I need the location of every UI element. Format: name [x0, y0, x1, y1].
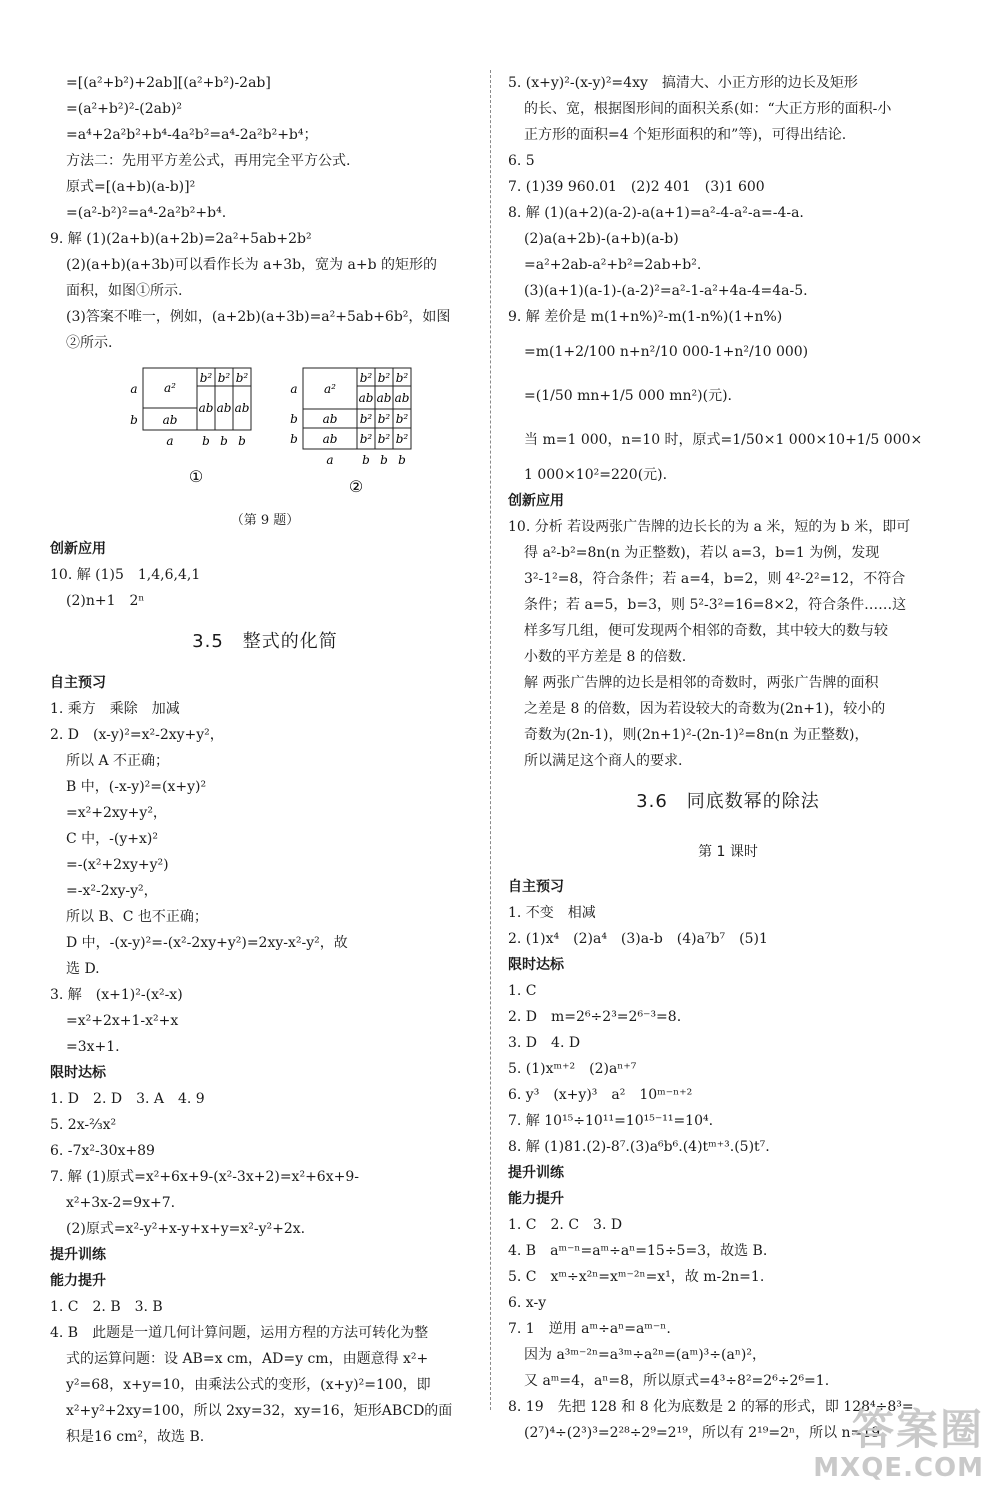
- label-ab: ab: [234, 401, 250, 415]
- text-line: 8. 19 先把 128 和 8 化为底数是 2 的幂的形式，即 128⁴÷8³=: [508, 1399, 914, 1415]
- label-ab: ab: [376, 391, 392, 405]
- text-line: =[(a²+b²)+2ab][(a²+b²)-2ab]: [66, 75, 271, 91]
- text-line: (2⁷)⁴÷(2³)³=2²⁸÷2⁹=2¹⁹，所以有 2¹⁹=2ⁿ，所以 n=19.: [524, 1425, 885, 1441]
- text-line: 1. C 2. B 3. B: [50, 1299, 163, 1315]
- subheading: 提升训练: [508, 1165, 564, 1181]
- subheading: 自主预习: [508, 879, 564, 895]
- answer-10-line: 10. 解 (1)5 1,4,6,4,1: [50, 567, 201, 583]
- rectangle-diagrams: [50, 356, 480, 506]
- side-label-b: b: [290, 432, 298, 446]
- bottom-label-b: b: [362, 453, 370, 467]
- side-label-b: b: [130, 413, 138, 427]
- label-b2: b²: [359, 412, 373, 426]
- text-line: 积是16 cm²，故选 B.: [66, 1429, 205, 1445]
- watermark: [813, 1407, 984, 1483]
- figure-9: [50, 356, 480, 506]
- text-line: (2)a(a+2b)-(a+b)(a-b): [524, 231, 679, 247]
- label-b2: b²: [217, 371, 231, 385]
- text-line: =x²+2x+1-x²+x: [66, 1013, 179, 1029]
- text-line: 之差是 8 的倍数，因为若设较大的奇数为(2n+1)，较小的: [524, 701, 886, 717]
- side-label-a: a: [290, 382, 298, 396]
- text-line: 6. y³ (x+y)³ a² 10ᵐ⁻ⁿ⁺²: [508, 1087, 693, 1103]
- text-line: =3x+1.: [66, 1039, 120, 1055]
- label-b2: b²: [395, 412, 409, 426]
- text-line: 得 a²-b²=8n(n 为正整数)，若以 a=3，b=1 为例，发现: [524, 545, 880, 561]
- formula-line: =m(1+2/100 n+n²/10 000-1+n²/10 000): [524, 344, 809, 360]
- figure-number-2: ②: [348, 477, 364, 496]
- text-line: (2)原式=x²-y²+x-y+x+y=x²-y²+2x.: [66, 1221, 306, 1237]
- text-line: 7. (1)39 960.01 (2)2 401 (3)1 600: [508, 179, 765, 195]
- text-line: 7. 解 10¹⁵÷10¹¹=10¹⁵⁻¹¹=10⁴.: [508, 1113, 714, 1129]
- bottom-label-b: b: [380, 453, 388, 467]
- text-line: (3)答案不唯一，例如，(a+2b)(a+3b)=a²+5ab+6b²，如图: [66, 309, 451, 325]
- text-line: 4. B 此题是一道几何计算问题，运用方程的方法可转化为整: [50, 1325, 429, 1341]
- formula-line: 当 m=1 000，n=10 时，原式=1/50×1 000×10+1/5 000×: [524, 432, 923, 448]
- label-ab: ab: [322, 432, 338, 446]
- text-line: D 中，-(x-y)²=-(x²-2xy+y²)=2xy-x²-y²，故: [66, 935, 348, 951]
- lesson-title: 第 1 课时: [698, 844, 758, 860]
- text-line: =a²+2ab-a²+b²=2ab+b².: [524, 257, 702, 273]
- watermark-brand: 答案圈: [851, 1405, 984, 1454]
- subheading: 能力提升: [508, 1191, 564, 1207]
- subheading: 提升训练: [50, 1247, 106, 1263]
- text-line: 1. C 2. C 3. D: [508, 1217, 623, 1233]
- watermark-site: MXQE.COM: [813, 1453, 984, 1483]
- label-ab: ab: [198, 401, 214, 415]
- text-line: =(a²-b²)²=a⁴-2a²b²+b⁴.: [66, 205, 227, 221]
- text-line: 正方形的面积=4 个矩形面积的和”等)，可得出结论.: [524, 127, 847, 143]
- text-line: 方法二：先用平方差公式，再用完全平方公式.: [66, 153, 351, 169]
- text-line: =-x²-2xy-y²，: [66, 883, 158, 899]
- section-title-3-5: 3.5 整式的化简: [192, 631, 338, 652]
- text-line: 小数的平方差是 8 的倍数.: [524, 649, 687, 665]
- label-a2: a²: [164, 381, 176, 395]
- text-line: 所以 B、C 也不正确；: [66, 909, 208, 925]
- text-line: 1. C: [508, 983, 537, 999]
- text-line: 2. D (x-y)²=x²-2xy+y²，: [50, 727, 224, 743]
- subheading: 创新应用: [508, 493, 564, 509]
- label-b2: b²: [359, 371, 373, 385]
- left-column: [50, 70, 480, 1450]
- text-line: 因为 a³ᵐ⁻²ⁿ=a³ᵐ÷a²ⁿ=(aᵐ)³÷(aⁿ)²，: [524, 1347, 766, 1363]
- text-line: (2)n+1 2ⁿ: [66, 593, 145, 609]
- column-divider: [490, 70, 491, 1410]
- text-line: 5. (x+y)²-(x-y)²=4xy 搞清大、小正方形的边长及矩形: [508, 75, 858, 91]
- text-line: (3)(a+1)(a-1)-(a-2)²=a²-1-a²+4a-4=4a-5.: [524, 283, 808, 299]
- text-line: 1. D 2. D 3. A 4. 9: [50, 1091, 205, 1107]
- answer-9-line: 9. 解 (1)(2a+b)(a+2b)=2a²+5ab+2b²: [50, 231, 312, 247]
- label-a2: a²: [324, 382, 336, 396]
- bottom-label-a: a: [326, 453, 334, 467]
- text-line: 5. C xᵐ÷x²ⁿ=xᵐ⁻²ⁿ=x¹，故 m-2n=1.: [508, 1269, 765, 1285]
- text-line: 6. -7x²-30x+89: [50, 1143, 155, 1159]
- label-b2: b²: [359, 432, 373, 446]
- text-line: 9. 解 差价是 m(1+n%)²-m(1-n%)(1+n%): [508, 309, 783, 325]
- side-label-a: a: [130, 382, 138, 396]
- side-label-b: b: [290, 412, 298, 426]
- subheading: 创新应用: [50, 541, 106, 557]
- text-line: 奇数为(2n-1)，则(2n+1)²-(2n-1)²=8n(n 为正整数)，: [524, 727, 869, 743]
- text-line: 3. 解 (x+1)²-(x²-x): [50, 987, 183, 1003]
- text-line: 所以 A 不正确；: [66, 753, 170, 769]
- label-ab: ab: [322, 412, 338, 426]
- text-line: 1. 乘方 乘除 加减: [50, 701, 180, 717]
- text-line: 解 两张广告牌的边长是相邻的奇数时，两张广告牌的面积: [524, 675, 879, 691]
- bottom-label-b: b: [202, 434, 210, 448]
- figure-number-1: ①: [188, 467, 204, 486]
- text-line: 6. x-y: [508, 1295, 547, 1311]
- text-line: 5. 2x-⅔x²: [50, 1117, 117, 1133]
- subheading: 限时达标: [508, 957, 564, 973]
- text-line: =a⁴+2a²b²+b⁴-4a²b²=a⁴-2a²b²+b⁴；: [66, 127, 318, 143]
- label-ab: ab: [162, 413, 178, 427]
- text-line: (2)(a+b)(a+3b)可以看作长为 a+3b，宽为 a+b 的矩形的: [66, 257, 437, 273]
- text-line: =x²+2xy+y²，: [66, 805, 167, 821]
- text-line: 7. 1 逆用 aᵐ÷aⁿ=aᵐ⁻ⁿ.: [508, 1321, 671, 1337]
- text-line: =(a²+b²)²-(2ab)²: [66, 101, 183, 117]
- text-line: 3²-1²=8，符合条件；若 a=4，b=2，则 4²-2²=12，不符合: [524, 571, 906, 587]
- text-line: 的长、宽，根据图形间的面积关系(如：“大正方形的面积-小: [524, 101, 892, 117]
- label-b2: b²: [235, 371, 249, 385]
- text-line: 又 aᵐ=4，aⁿ=8，所以原式=4³÷8²=2⁶÷2⁶=1.: [524, 1373, 830, 1389]
- text-line: 7. 解 (1)原式=x²+6x+9-(x²-3x+2)=x²+6x+9-: [50, 1169, 359, 1185]
- subheading: 能力提升: [50, 1273, 106, 1289]
- subheading: 限时达标: [50, 1065, 106, 1081]
- text-line: 样多写几组，便可发现两个相邻的奇数，其中较大的数与较: [524, 623, 888, 639]
- label-b2: b²: [395, 371, 409, 385]
- text-line: x²+3x-2=9x+7.: [66, 1195, 176, 1211]
- text-line: x²+y²+2xy=100，所以 2xy=32，xy=16，矩形ABCD的面: [66, 1403, 453, 1419]
- bottom-label-b: b: [398, 453, 406, 467]
- text-line: 6. 5: [508, 153, 535, 169]
- text-line: 10. 分析 若设两张广告牌的边长长的为 a 米，短的为 b 米，即可: [508, 519, 911, 535]
- text-line: 8. 解 (1)(a+2)(a-2)-a(a+1)=a²-4-a²-a=-4-a.: [508, 205, 804, 221]
- formula-line: =(1/50 mn+1/5 000 mn²)(元).: [524, 388, 732, 404]
- text-line: 面积，如图①所示.: [66, 283, 183, 299]
- text-line: 2. D m=2⁶÷2³=2⁶⁻³=8.: [508, 1009, 682, 1025]
- label-b2: b²: [377, 412, 391, 426]
- text-line: 2. (1)x⁴ (2)a⁴ (3)a-b (4)a⁷b⁷ (5)1: [508, 931, 768, 947]
- text-line: 条件；若 a=5，b=3，则 5²-3²=16=8×2，符合条件……这: [524, 597, 907, 613]
- text-line: y²=68，x+y=10，由乘法公式的变形，(x+y)²=100，即: [66, 1377, 431, 1393]
- text-line: 选 D.: [66, 961, 100, 977]
- section-title-3-6: 3.6 同底数幂的除法: [636, 791, 820, 812]
- bottom-label-a: a: [166, 434, 174, 448]
- text-line: B 中，(-x-y)²=(x+y)²: [66, 779, 207, 795]
- label-b2: b²: [395, 432, 409, 446]
- label-b2: b²: [199, 371, 213, 385]
- label-ab: ab: [216, 401, 232, 415]
- text-line: 8. 解 (1)81.(2)-8⁷.(3)a⁶b⁶.(4)tᵐ⁺³.(5)t⁷.: [508, 1139, 770, 1155]
- text-line: 5. (1)xᵐ⁺² (2)aⁿ⁺⁷: [508, 1061, 637, 1077]
- right-column: [508, 70, 948, 1446]
- bottom-label-b: b: [238, 434, 246, 448]
- text-line: 式的运算问题：设 AB=x cm，AD=y cm，由题意得 x²+: [66, 1351, 429, 1367]
- figure-caption: （第 9 题）: [230, 513, 300, 528]
- subheading: 自主预习: [50, 675, 106, 691]
- label-b2: b²: [377, 432, 391, 446]
- bottom-label-b: b: [220, 434, 228, 448]
- text-line: ②所示.: [66, 335, 113, 351]
- text-line: 3. D 4. D: [508, 1035, 581, 1051]
- label-b2: b²: [377, 371, 391, 385]
- text-line: 4. B aᵐ⁻ⁿ=aᵐ÷aⁿ=15÷5=3，故选 B.: [508, 1243, 768, 1259]
- label-ab: ab: [394, 391, 410, 405]
- text-line: 1. 不变 相减: [508, 905, 596, 921]
- text-line: 1 000×10²=220(元).: [524, 467, 668, 483]
- text-line: =-(x²+2xy+y²): [66, 857, 169, 873]
- text-line: C 中，-(y+x)²: [66, 831, 158, 847]
- text-line: 原式=[(a+b)(a-b)]²: [66, 179, 196, 195]
- text-line: 所以满足这个商人的要求.: [524, 753, 683, 769]
- label-ab: ab: [358, 391, 374, 405]
